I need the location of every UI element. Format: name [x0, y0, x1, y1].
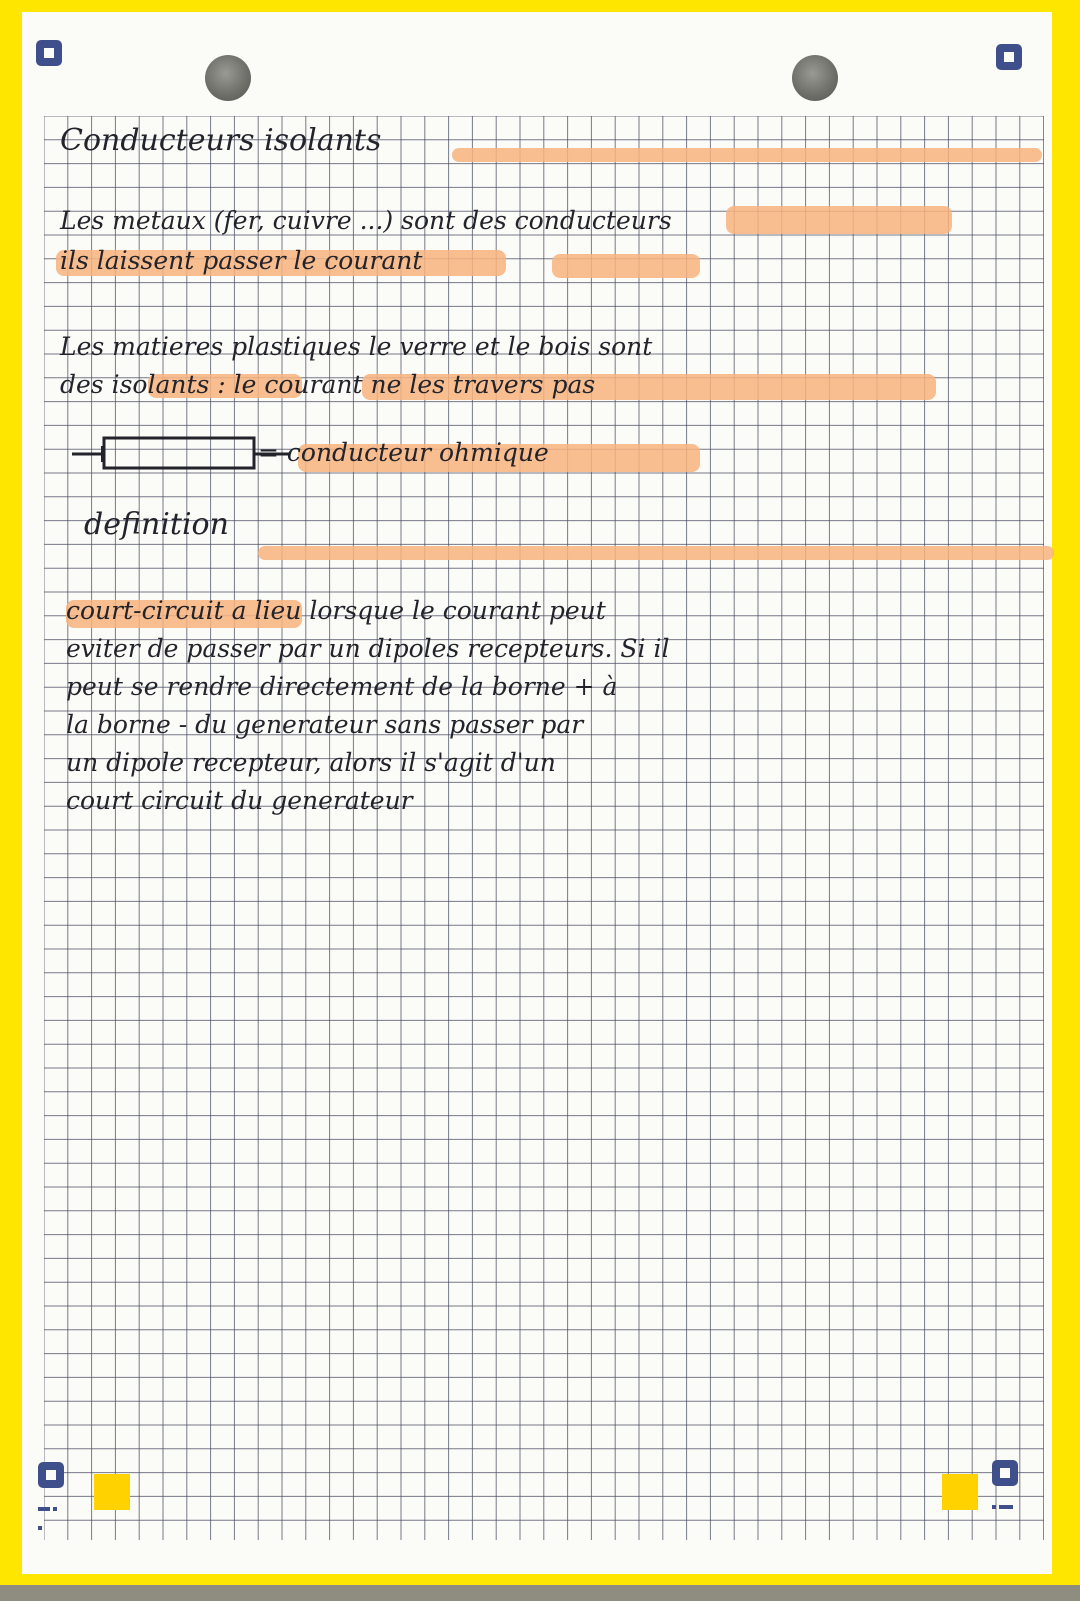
definition-line-3: peut se rendre directement de la borne + à: [66, 672, 618, 701]
punch-hole-left: [205, 55, 251, 101]
corner-mark-top-right-icon: [996, 44, 1022, 70]
punch-hole-right: [792, 55, 838, 101]
yellow-marker-square-right: [942, 1474, 978, 1510]
plastics-line-1: Les matieres plastiques le verre et le bois sont: [60, 332, 653, 361]
highlight-definition-line: [258, 546, 1054, 560]
scan-code-marks-left: [38, 1496, 64, 1500]
table-surface: [0, 1585, 1080, 1601]
definition-line-4: la borne - du generateur sans passer par: [66, 710, 584, 739]
corner-mark-bottom-right-icon: [992, 1460, 1018, 1486]
highlight-title-line: [452, 148, 1042, 162]
definition-heading: definition: [84, 507, 229, 542]
graph-paper-grid: [44, 116, 1044, 1540]
corner-mark-top-left-icon: [36, 40, 62, 66]
definition-line-5: un dipole recepteur, alors il s'agit d'un: [66, 748, 556, 777]
definition-line-6: court circuit du generateur: [66, 786, 413, 815]
scan-code-marks-right: [992, 1494, 1018, 1498]
resistor-label: = conducteur ohmique: [258, 438, 549, 467]
metals-line-1: Les metaux (fer, cuivre ...) sont des conducteurs: [60, 206, 672, 235]
plastics-line-2: des isolants : le courant ne les travers pas: [60, 370, 596, 399]
corner-mark-bottom-left-icon: [38, 1462, 64, 1488]
definition-line-2: eviter de passer par un dipoles recepteurs. Si il: [66, 634, 670, 663]
definition-line-1: court-circuit a lieu lorsque le courant peut: [66, 596, 606, 625]
yellow-marker-square-left: [94, 1474, 130, 1510]
notes-title: Conducteurs isolants: [60, 123, 382, 158]
highlight-courant: [552, 254, 700, 278]
highlight-conducteurs: [726, 206, 952, 234]
metals-line-2: ils laissent passer le courant: [60, 246, 423, 275]
